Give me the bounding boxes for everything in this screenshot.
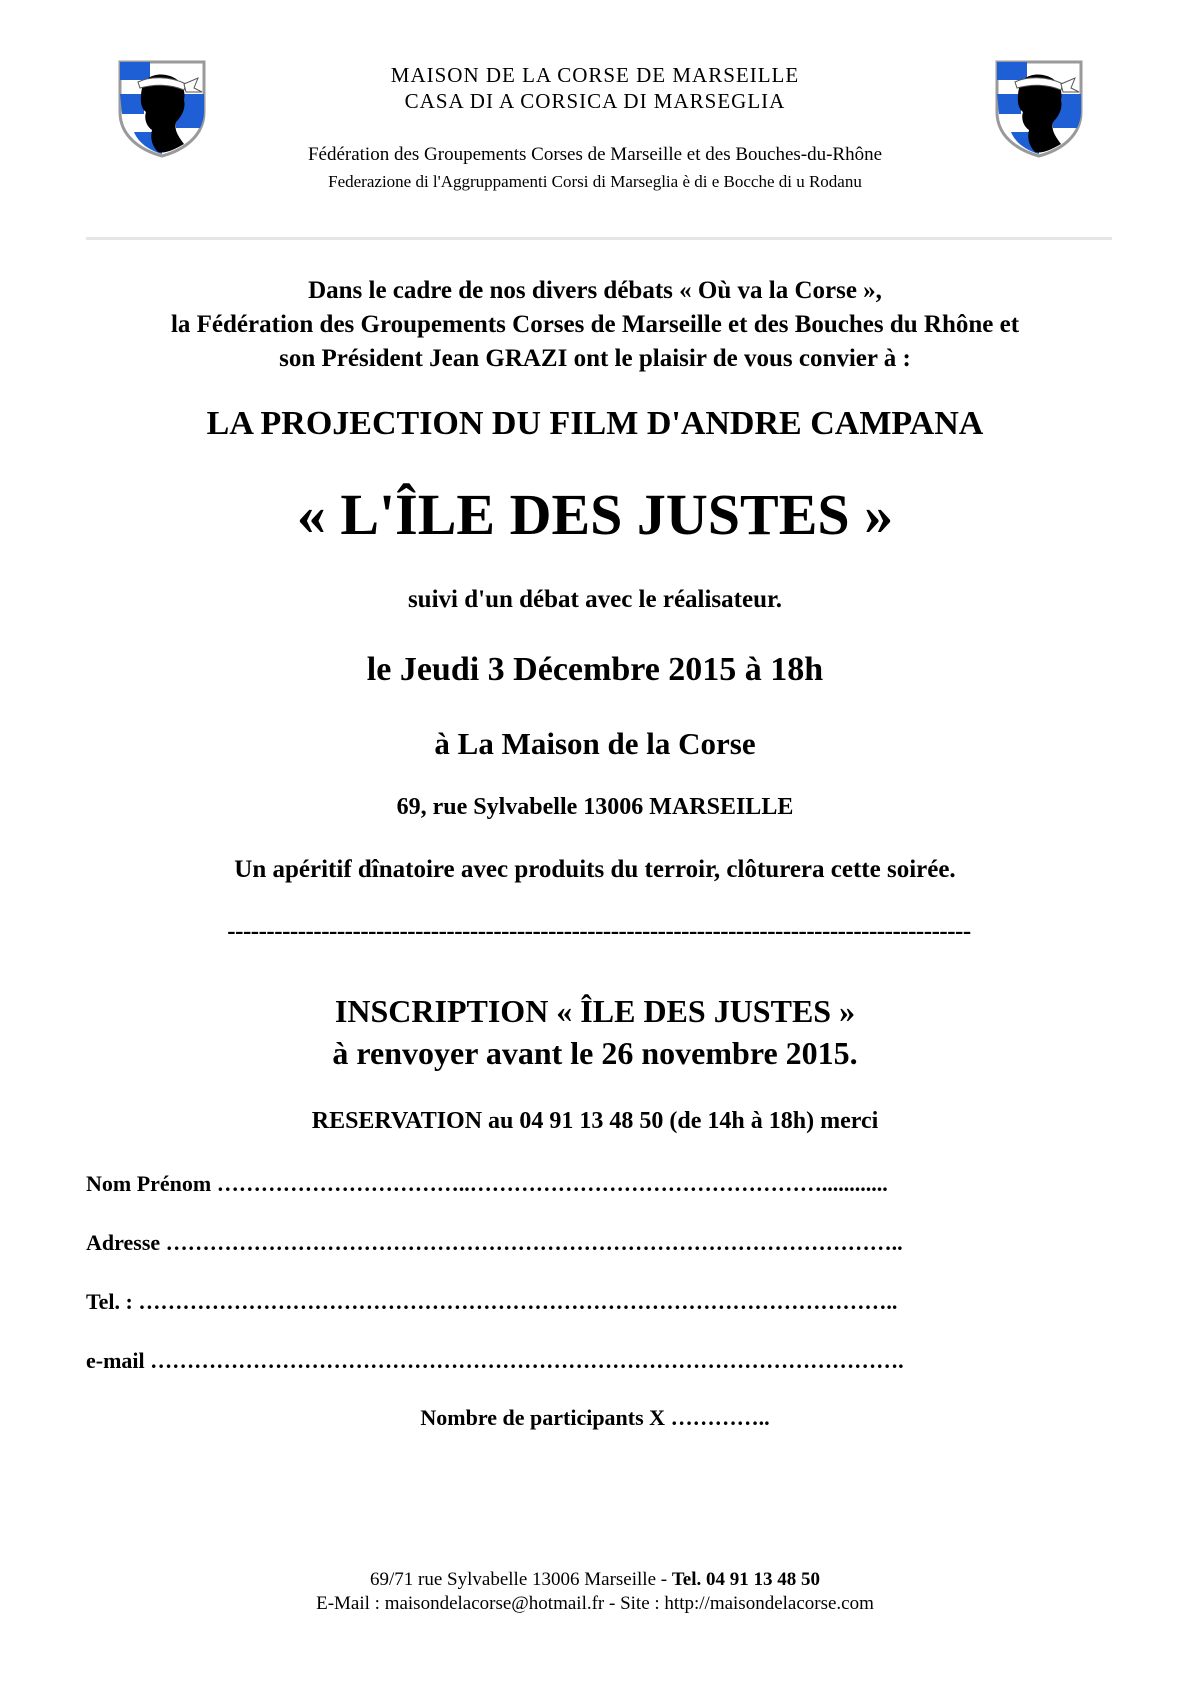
form-blank-address: ……………………………………………………………………………………….. <box>165 1230 903 1255</box>
reservation-phone: RESERVATION au 04 91 13 48 50 (de 14h à 18h) merci <box>311 1108 879 1134</box>
form-field-address <box>86 1229 1086 1257</box>
footer-address: 69/71 rue Sylvabelle 13006 Marseille - <box>370 1569 672 1590</box>
cut-line-separator: ----------------------------------------------------------------------------------------------- <box>227 918 971 945</box>
header-title-co: CASA DI A CORSICA DI MARSEGLIA <box>404 89 786 113</box>
form-field-name <box>86 1170 1086 1198</box>
form-label-email: e-mail <box>86 1348 151 1373</box>
projection-heading: LA PROJECTION DU FILM D'ANDRE CAMPANA <box>206 405 984 442</box>
header-federation-fr: Fédération des Groupements Corses de Marseille et des Bouches-du-Rhône <box>307 144 883 165</box>
aperitif-note: Un apéritif dînatoire avec produits du terroir, clôturera cette soirée. <box>234 856 956 883</box>
participants-count-field: Nombre de participants X ………….. <box>420 1405 770 1430</box>
event-venue: à La Maison de la Corse <box>434 726 756 761</box>
footer-address-line <box>0 1568 1190 1592</box>
intro-line-3: son Président Jean GRAZI ont le plaisir de vous convier à : <box>279 345 911 372</box>
form-blank-name: ……………………………..…………………………………………............ <box>216 1171 888 1196</box>
footer-contact-line: E-Mail : maisondelacorse@hotmail.fr - Site : http://maisondelacorse.com <box>316 1593 874 1614</box>
header-title-fr: MAISON DE LA CORSE DE MARSEILLE <box>390 63 800 87</box>
header-federation-co: Federazione di l'Aggruppamenti Corsi di Marseglia è di e Bocche di u Rodanu <box>328 172 862 191</box>
form-blank-phone: ………………………………………………………………………………………….. <box>138 1289 898 1314</box>
form-field-phone <box>86 1288 1086 1316</box>
registration-deadline: à renvoyer avant le 26 novembre 2015. <box>332 1035 858 1071</box>
event-date: le Jeudi 3 Décembre 2015 à 18h <box>366 651 824 688</box>
event-address: 69, rue Sylvabelle 13006 MARSEILLE <box>396 794 794 820</box>
form-field-email <box>86 1347 1086 1375</box>
form-label-name: Nom Prénom <box>86 1171 217 1196</box>
footer-phone: Tel. 04 91 13 48 50 <box>671 1569 820 1590</box>
header-divider <box>86 237 1112 240</box>
registration-title: INSCRIPTION « ÎLE DES JUSTES » <box>334 993 856 1029</box>
debate-note: suivi d'un débat avec le réalisateur. <box>407 586 783 613</box>
form-label-address: Adresse <box>86 1230 166 1255</box>
form-label-phone: Tel. : <box>86 1289 139 1314</box>
intro-line-1: Dans le cadre de nos divers débats « Où va la Corse », <box>308 277 882 304</box>
intro-line-2: la Fédération des Groupements Corses de Marseille et des Bouches du Rhône et <box>170 311 1020 338</box>
film-title: « L'ÎLE DES JUSTES » <box>296 482 894 547</box>
form-blank-email: …………………………………………………………………………………………. <box>150 1348 904 1373</box>
